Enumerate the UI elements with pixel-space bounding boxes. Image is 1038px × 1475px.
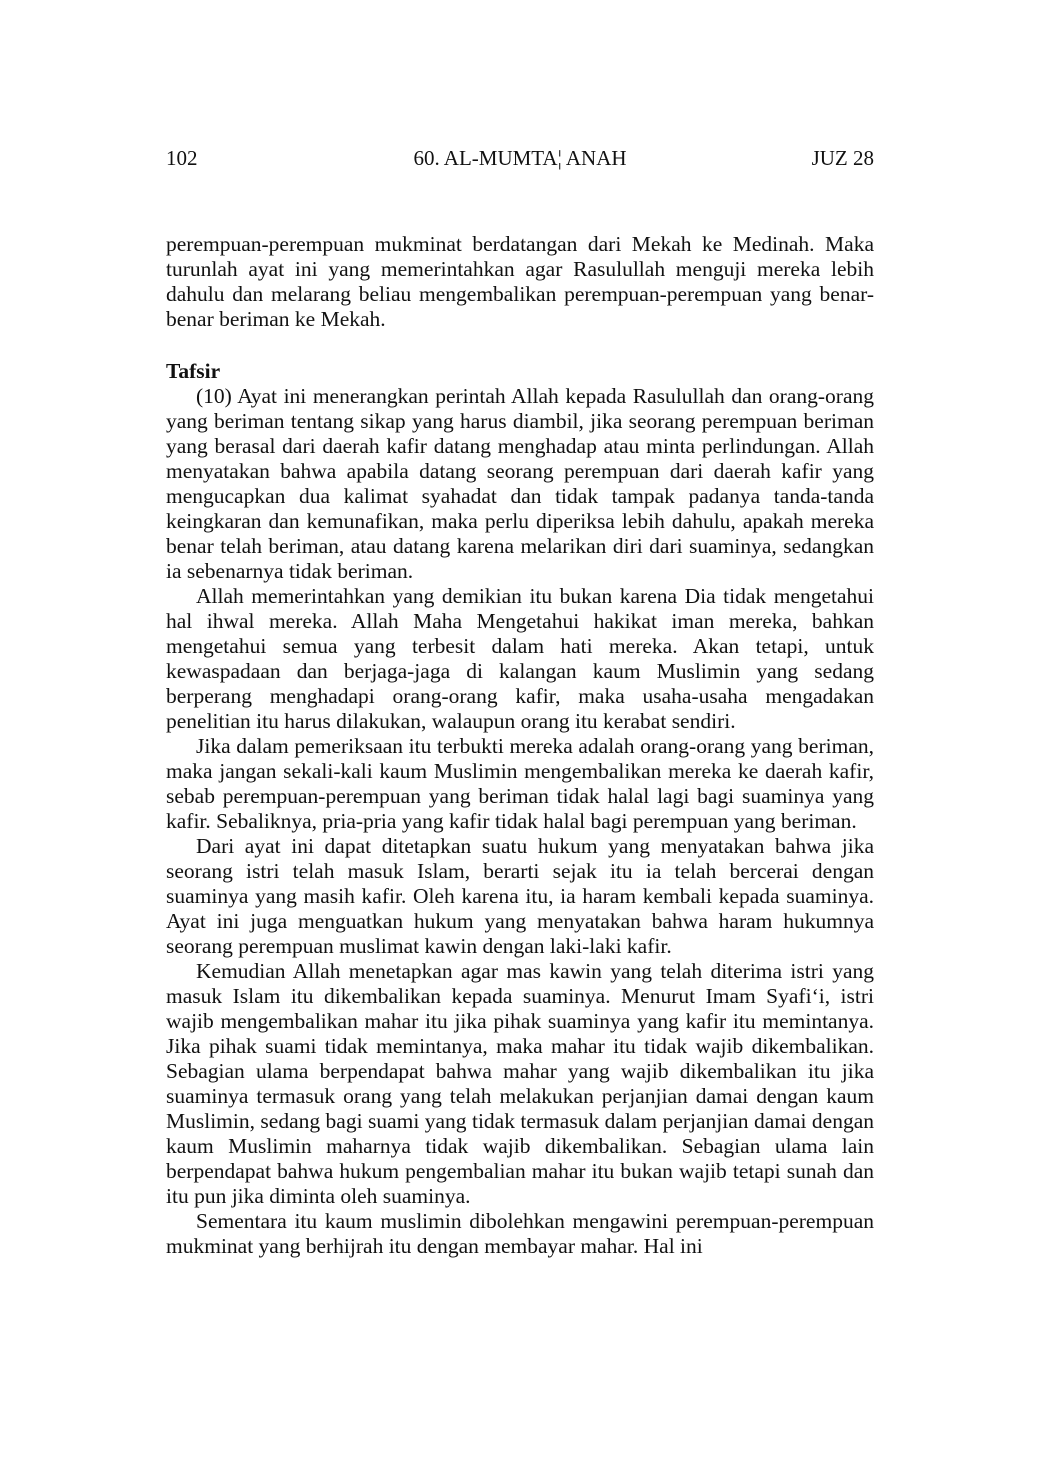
paragraph-3: Jika dalam pemeriksaan itu terbukti mereka adalah orang-orang yang beriman, maka jangan sekali-kali kaum Muslimin mengembalikan mereka ke daerah kafir, sebab perempuan-perempuan yang beriman tidak halal lagi bagi suaminya yang kafir. Sebaliknya, pria-pria yang kafir tidak halal bagi perempuan yang beriman. [166,734,874,833]
page-body [166,232,874,1259]
juz-label: JUZ 28 [811,146,874,170]
paragraph-1: (10) Ayat ini menerangkan perintah Allah kepada Rasulullah dan orang-orang yang beriman tentang sikap yang harus diambil, jika seorang perempuan beriman yang berasal dari daerah kafir datang menghadap atau minta perlindungan. Allah menyatakan bahwa apabila datang seorang perempuan dari daerah kafir yang mengucapkan dua kalimat syahadat dan tidak tampak padanya tanda-tanda keingkaran dan kemunafikan, maka perlu diperiksa lebih dahulu, apakah mereka benar telah beriman, atau datang karena melarikan diri dari suaminya, sedangkan ia sebenarnya tidak beriman. [166,384,874,583]
paragraph-6: Sementara itu kaum muslimin dibolehkan mengawini perempuan-perempuan mukminat yang berhijrah itu dengan membayar mahar. Hal ini [166,1209,874,1258]
paragraph-4: Dari ayat ini dapat ditetapkan suatu hukum yang menyatakan bahwa jika seorang istri telah masuk Islam, berarti sejak itu ia telah bercerai dengan suaminya yang masih kafir. Oleh karena itu, ia haram kembali kepada suaminya. Ayat ini juga menguatkan hukum yang menyatakan bahwa haram hukumnya seorang perempuan muslimat kawin dengan laki-laki kafir. [166,834,874,958]
section-heading: Tafsir [166,359,221,383]
page-number: 102 [166,146,198,170]
intro-paragraph: perempuan-perempuan mukminat berdatangan dari Mekah ke Medinah. Maka turunlah ayat ini yang memerintahkan agar Rasulullah menguji mereka lebih dahulu dan melarang beliau mengembalikan perempuan-perempuan yang benar-benar beriman ke Mekah. [166,232,874,331]
chapter-title: 60. AL-MUMTA¦ ANAH [413,146,627,170]
paragraph-2: Allah memerintahkan yang demikian itu bukan karena Dia tidak mengetahui hal ihwal mereka. Allah Maha Mengetahui hakikat iman mereka, bahkan mengetahui semua yang terbesit dalam hati mereka. Akan tetapi, untuk kewaspadaan dan berjaga-jaga di kalangan kaum Muslimin yang sedang berperang menghadapi orang-orang kafir, maka usaha-usaha mengadakan penelitian itu harus dilakukan, walaupun orang itu kerabat sendiri. [166,584,874,733]
paragraph-5: Kemudian Allah menetapkan agar mas kawin yang telah diterima istri yang masuk Islam itu dikembalikan kepada suaminya. Menurut Imam Syafi‘i, istri wajib mengembalikan mahar itu jika pihak suaminya yang kafir itu memintanya. Jika pihak suami tidak memintanya, maka mahar itu tidak wajib dikembalikan. Sebagian ulama berpendapat bahwa mahar yang wajib dikembalikan itu jika suaminya termasuk orang yang telah melakukan perjanjian damai dengan kaum Muslimin, sedang bagi suami yang tidak termasuk dalam perjanjian damai dengan kaum Muslimin maharnya tidak wajib dikembalikan. Sebagian ulama lain berpendapat bahwa hukum pengembalian mahar itu bukan wajib tetapi sunah dan itu pun jika diminta oleh suaminya. [166,959,874,1208]
